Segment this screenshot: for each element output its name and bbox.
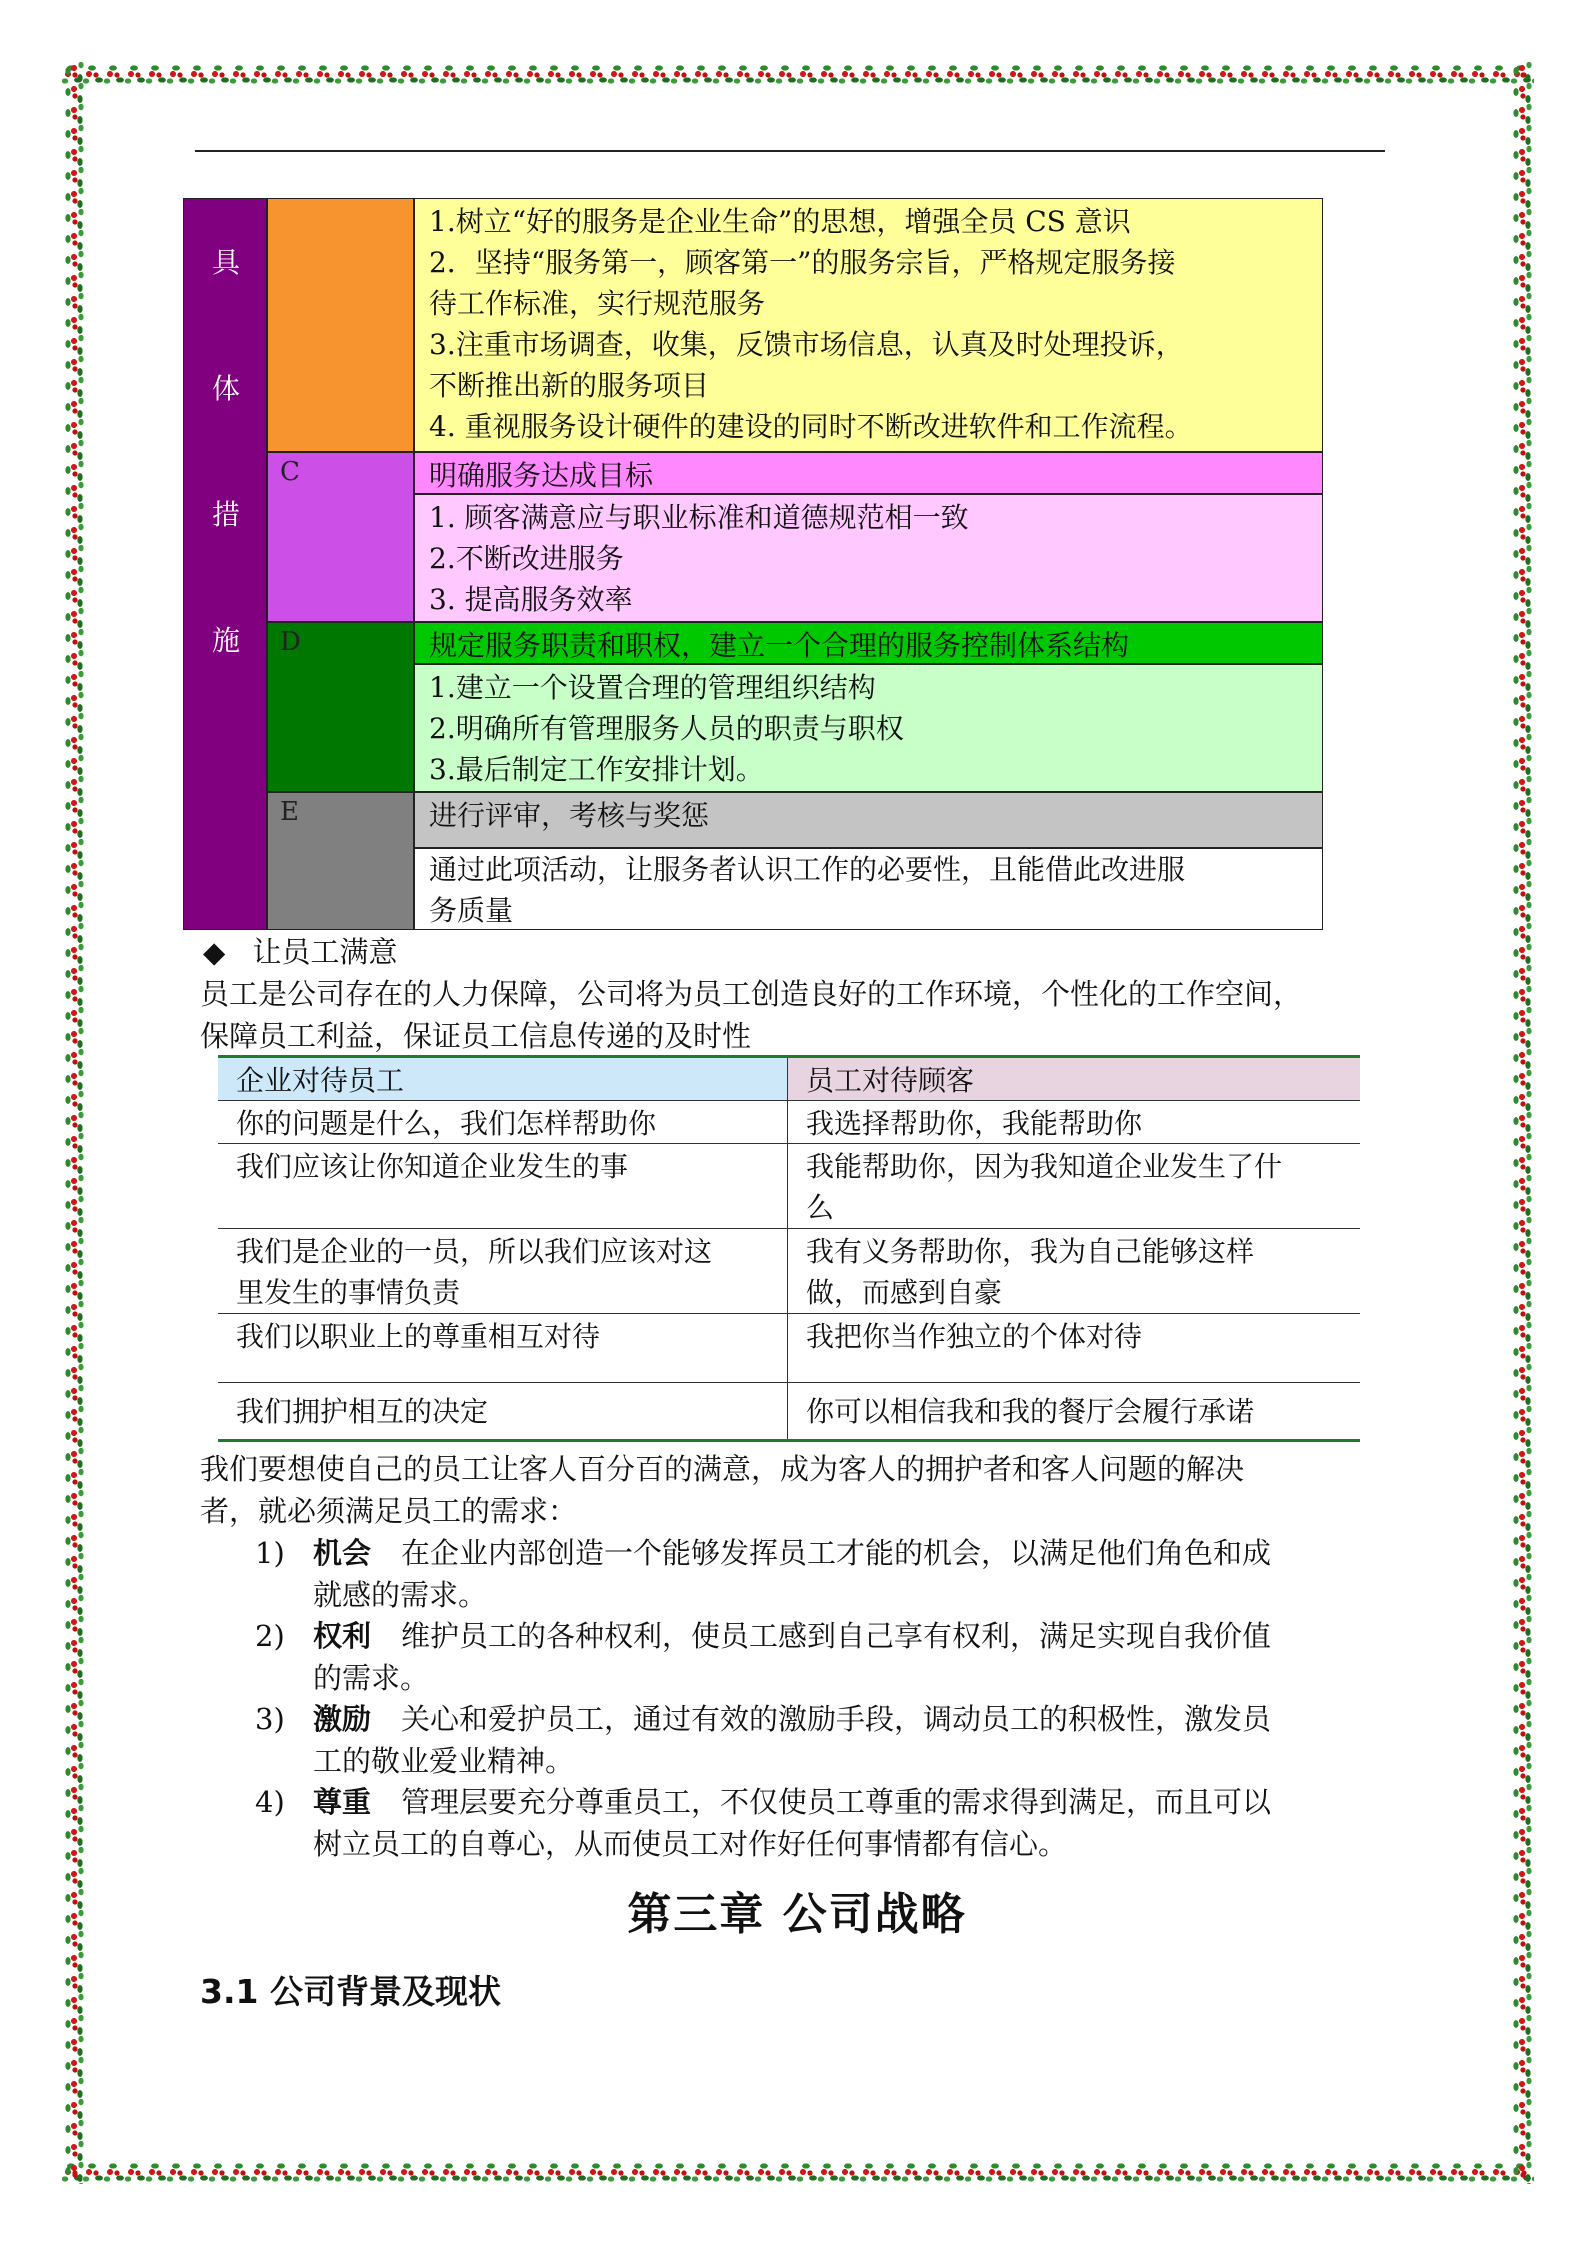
list-body bbox=[313, 1615, 1383, 1699]
side-char: 施 bbox=[211, 624, 240, 657]
holly-border-left bbox=[62, 62, 86, 2184]
need-text: 的需求。 bbox=[313, 1661, 430, 1695]
needs-intro-line: 我们要想使自己的员工让客人百分百的满意，成为客人的拥护者和客人问题的解决 bbox=[200, 1452, 1245, 1486]
side-char: 具 bbox=[211, 246, 240, 279]
table-cell bbox=[788, 1314, 1360, 1382]
measure-item: 2.明确所有管理服务人员的职责与职权 bbox=[429, 712, 904, 745]
measure-item: 1.建立一个设置合理的管理组织结构 bbox=[429, 671, 876, 704]
list-body bbox=[313, 1698, 1383, 1782]
measure-header: 进行评审，考核与奖惩 bbox=[429, 799, 710, 832]
measure-item: 1. 顾客满意应与职业标准和道德规范相一致 bbox=[429, 501, 969, 534]
table-header-cell: 员工对待顾客 bbox=[788, 1058, 1360, 1100]
table-cell bbox=[218, 1314, 788, 1382]
cell-line: 我们拥护相互的决定 bbox=[236, 1395, 489, 1428]
header-rule bbox=[195, 150, 1385, 152]
measure-text-cell bbox=[414, 198, 1323, 452]
measure-item: 务质量 bbox=[429, 894, 514, 927]
measure-item: 不断推出新的服务项目 bbox=[429, 369, 710, 402]
list-body bbox=[313, 1781, 1383, 1865]
needs-intro-line: 者，就必须满足员工的需求： bbox=[200, 1494, 578, 1528]
measure-item: 2．坚持“服务第一，顾客第一”的服务宗旨，严格规定服务接 bbox=[429, 246, 1176, 279]
need-text: 维护员工的各种权利，使员工感到自己享有权利，满足实现自我价值 bbox=[401, 1619, 1272, 1653]
cell-line: 我们是企业的一员，所以我们应该对这 bbox=[236, 1235, 713, 1268]
need-keyword: 激励 bbox=[313, 1702, 372, 1736]
measure-letter-cell bbox=[267, 198, 414, 452]
intro-line: 保障员工利益，保证员工信息传递的及时性 bbox=[200, 1019, 752, 1053]
chapter-title: 第三章 公司战略 bbox=[627, 1889, 967, 1940]
cell-line: 我们以职业上的尊重相互对待 bbox=[236, 1320, 601, 1353]
measure-header-cell bbox=[414, 452, 1323, 494]
measure-item: 3.最后制定工作安排计划。 bbox=[429, 753, 764, 786]
measure-letter: E bbox=[280, 797, 299, 827]
measure-header-cell bbox=[414, 792, 1323, 848]
need-text: 关心和爱护员工，通过有效的激励手段，调动员工的积极性，激发员 bbox=[401, 1702, 1272, 1736]
measure-letter-cell bbox=[267, 792, 414, 930]
need-keyword: 权利 bbox=[313, 1619, 372, 1653]
measure-letter-cell bbox=[267, 452, 414, 622]
list-number: 2) bbox=[255, 1619, 285, 1653]
list-number: 4) bbox=[255, 1785, 285, 1819]
measure-letter: C bbox=[280, 457, 300, 487]
cell-line: 做，而感到自豪 bbox=[806, 1276, 1003, 1309]
measure-item: 1.树立“好的服务是企业生命”的思想，增强全员 CS 意识 bbox=[429, 205, 1131, 238]
table-cell bbox=[788, 1144, 1360, 1228]
measure-text-cell bbox=[414, 664, 1323, 792]
cell-line: 你的问题是什么，我们怎样帮助你 bbox=[236, 1107, 657, 1140]
table-cell bbox=[218, 1101, 788, 1143]
measure-header: 规定服务职责和职权，建立一个合理的服务控制体系结构 bbox=[429, 629, 1130, 662]
measure-item: 通过此项活动，让服务者认识工作的必要性，且能借此改进服 bbox=[429, 853, 1186, 886]
table-cell bbox=[788, 1101, 1360, 1143]
measures-table bbox=[183, 198, 1323, 930]
list-number: 1) bbox=[255, 1536, 285, 1570]
table-row bbox=[218, 1383, 1360, 1442]
need-text: 在企业内部创造一个能够发挥员工才能的机会，以满足他们角色和成 bbox=[401, 1536, 1272, 1570]
holly-border-right bbox=[1510, 62, 1534, 2184]
measure-item: 3.注重市场调查，收集，反馈市场信息，认真及时处理投诉， bbox=[429, 328, 1184, 361]
holly-border-top bbox=[62, 62, 1534, 86]
measure-text-cell bbox=[414, 494, 1323, 622]
cell-line: 我有义务帮助你，我为自己能够这样 bbox=[806, 1235, 1255, 1268]
need-text: 就感的需求。 bbox=[313, 1578, 488, 1612]
table-cell bbox=[218, 1144, 788, 1228]
need-keyword: 尊重 bbox=[313, 1785, 372, 1819]
measure-item: 4. 重视服务设计硬件的建设的同时不断改进软件和工作流程。 bbox=[429, 410, 1193, 443]
need-text: 树立员工的自尊心，从而使员工对作好任何事情都有信心。 bbox=[313, 1827, 1068, 1861]
side-char: 措 bbox=[211, 498, 240, 531]
measure-item: 2.不断改进服务 bbox=[429, 542, 624, 575]
cell-line: 我能帮助你，因为我知道企业发生了什 bbox=[806, 1150, 1283, 1183]
cell-line: 我们应该让你知道企业发生的事 bbox=[236, 1150, 629, 1183]
list-number: 3) bbox=[255, 1702, 285, 1736]
cell-line: 我选择帮助你，我能帮助你 bbox=[806, 1107, 1143, 1140]
table-header-cell: 企业对待员工 bbox=[218, 1058, 788, 1100]
table-row bbox=[218, 1101, 1360, 1144]
cell-line: 我把你当作独立的个体对待 bbox=[806, 1320, 1143, 1353]
bullet-heading-text: 让员工满意 bbox=[252, 935, 398, 969]
side-char: 体 bbox=[211, 372, 240, 405]
measure-item: 待工作标准，实行规范服务 bbox=[429, 287, 766, 320]
bullet-heading bbox=[203, 931, 398, 973]
bullet-icon: ◆ bbox=[203, 935, 226, 969]
measure-letter: D bbox=[280, 627, 301, 657]
measure-header-cell bbox=[414, 622, 1323, 664]
needs-intro bbox=[200, 1448, 1400, 1532]
intro-line: 员工是公司存在的人力保障，公司将为员工创造良好的工作环境，个性化的工作空间， bbox=[200, 977, 1303, 1011]
need-keyword: 机会 bbox=[313, 1536, 372, 1570]
cell-line: 你可以相信我和我的餐厅会履行承诺 bbox=[806, 1395, 1255, 1428]
holly-border-bottom bbox=[62, 2160, 1534, 2184]
table-cell bbox=[788, 1383, 1360, 1439]
cell-line: 么 bbox=[806, 1191, 835, 1224]
measure-letter-cell bbox=[267, 622, 414, 792]
table-row bbox=[218, 1314, 1360, 1383]
table-cell bbox=[218, 1383, 788, 1439]
table-row bbox=[218, 1229, 1360, 1314]
measures-side-label bbox=[183, 198, 267, 930]
section-title: 3.1 公司背景及现状 bbox=[200, 1972, 501, 2011]
measure-header: 明确服务达成目标 bbox=[429, 459, 654, 492]
need-text: 管理层要充分尊重员工，不仅使员工尊重的需求得到满足，而且可以 bbox=[401, 1785, 1272, 1819]
list-body bbox=[313, 1532, 1383, 1616]
table-cell bbox=[788, 1229, 1360, 1313]
needs-list-item bbox=[255, 1698, 1395, 1782]
employee-intro bbox=[200, 973, 1400, 1057]
needs-list-item bbox=[255, 1532, 1395, 1616]
measure-item: 3. 提高服务效率 bbox=[429, 583, 633, 616]
cell-line: 里发生的事情负责 bbox=[236, 1276, 461, 1309]
table-header-row bbox=[218, 1058, 1360, 1101]
table-cell bbox=[218, 1229, 788, 1313]
need-text: 工的敬业爱业精神。 bbox=[313, 1744, 575, 1778]
measure-text-cell bbox=[414, 848, 1323, 930]
table-row bbox=[218, 1144, 1360, 1229]
needs-list-item bbox=[255, 1615, 1395, 1699]
needs-list-item bbox=[255, 1781, 1395, 1865]
